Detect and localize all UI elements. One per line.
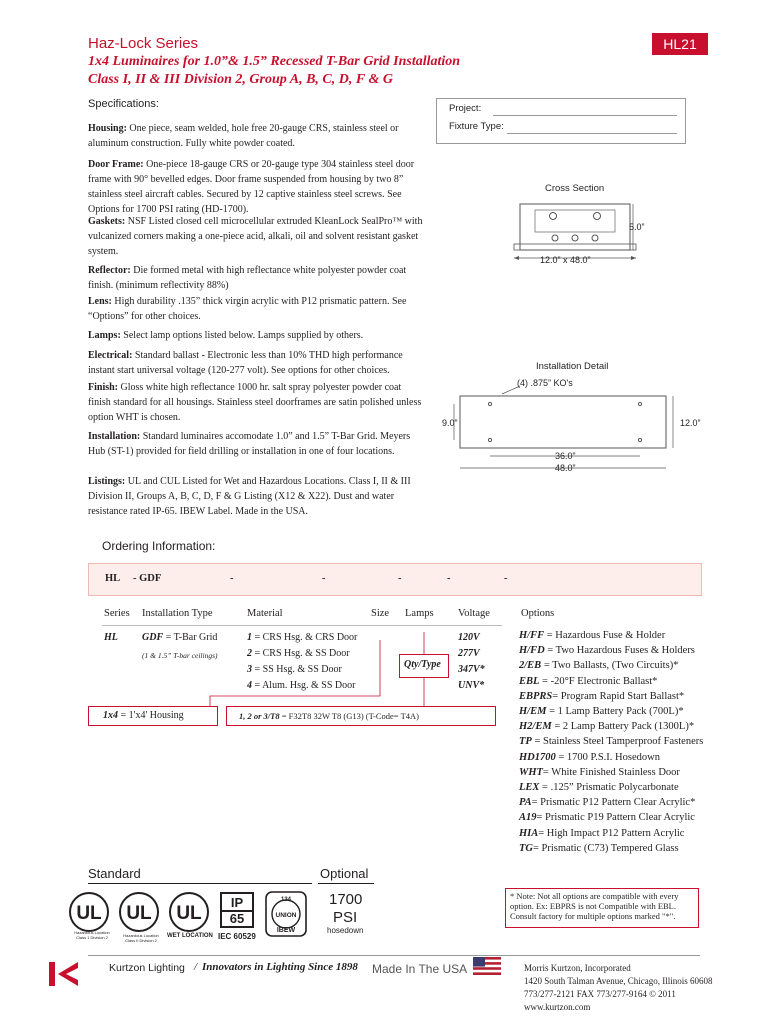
voltage-option: 277V (458, 648, 480, 659)
cross-section-title: Cross Section (545, 183, 605, 194)
option-item: PA= Prismatic P12 Pattern Clear Acrylic* (519, 797, 696, 809)
code-series: HL (105, 573, 121, 584)
option-item: EBL = -20°F Electronic Ballast* (519, 675, 658, 687)
qty-type-box: Qty/Type (399, 654, 449, 678)
ul-wet-location-logo (167, 891, 211, 933)
cross-section-size: 12.0” x 48.0” (540, 255, 591, 265)
address-phone: 773/277-2121 FAX 773/277-9164 © 2011 (524, 989, 676, 999)
address-company: Morris Kurtzon, Incorporated (524, 963, 631, 973)
option-item: LEX = .125” Prismatic Polycarbonate (519, 782, 679, 794)
spec-housing: Housing: One piece, seam welded, hole free 20-gauge CRS, stainless steel or aluminum construction. Fully white powder coated. (88, 123, 399, 149)
option-item: TP = Stainless Steel Tamperproof Fasteners (519, 736, 704, 748)
size-box: 1x4 = 1'x4' Housing (88, 706, 218, 726)
code-sep-options: - (504, 573, 508, 584)
cross-section-height: 5.0” (629, 222, 645, 232)
material-option: 2 = CRS Hsg. & SS Door (247, 648, 350, 659)
ul-class2-caption: Hazardous Location Class II Division 2 (123, 933, 159, 943)
footer-slash: / (194, 961, 198, 973)
made-in-usa: Made In The USA (372, 962, 468, 976)
fixture-type-line (507, 133, 677, 134)
code-sep-material: - (230, 573, 234, 584)
spec-electrical: Electrical: Standard ballast - Electronic less than 10% THD high performance instant start universal voltage (120-277 volt). See options for other choices. (88, 350, 403, 376)
cross-section-drawing (505, 196, 705, 268)
company-address (524, 962, 713, 1014)
company-name: Kurtzon Lighting (109, 962, 185, 974)
option-item: HD1700 = 1700 P.S.I. Hosedown (519, 751, 660, 763)
union-ibew: IBEW (276, 927, 296, 934)
spec-finish: Finish: Gloss white high reflectance 1000 hr. salt spray polyester powder coat finish standard for all housings. Stainless steel doorframes are satin polished unless option WHT is chosen. (88, 382, 422, 423)
col-install-type: Installation Type (142, 608, 213, 619)
options-list (519, 628, 759, 856)
installation-detail-title: Installation Detail (536, 361, 609, 372)
code-sep-lamps: - (398, 573, 402, 584)
material-option: 1 = CRS Hsg. & CRS Door (247, 632, 358, 643)
union-local-number: 134 (280, 897, 292, 903)
installation-outer-dim: 48.0” (555, 463, 576, 473)
series-title: Haz-Lock Series (88, 35, 199, 52)
specs-heading: Specifications: (88, 98, 159, 110)
option-item: A19= Prismatic P19 Pattern Clear Acrylic (519, 812, 695, 824)
ul-hazardous-class2-logo (118, 891, 160, 933)
spec-lamps: Lamps: Select lamp options listed below. Lamps supplied by others. (88, 330, 364, 341)
col-material: Material (247, 608, 283, 619)
spec-listings: Listings: UL and CUL Listed for Wet and Hazardous Locations. Class I, II & III Division II, Groups A, B, C, D, F & G Listing (X12 & X22). Dust and water resistance rated IP-65. IBEW Label. Made in the USA. (88, 476, 411, 517)
footer-rule (88, 955, 700, 956)
ordering-code-bar (88, 563, 702, 596)
project-box (436, 98, 686, 144)
ul-hazardous-class1-logo (68, 891, 110, 933)
option-item: HIA= High Impact P12 Pattern Acrylic (519, 827, 685, 839)
voltage-option: 347V* (458, 664, 485, 675)
ul-class1-caption: Hazardous Location Class 1 Division 2 (74, 930, 110, 940)
kurtzon-k-logo (48, 960, 80, 988)
option-item: H/EM = 1 Lamp Battery Pack (700L)* (519, 706, 684, 718)
product-classification: Class I, II & III Division 2, Group A, B, C, D, F & G (88, 72, 393, 87)
voltage-option: UNV* (458, 680, 485, 691)
option-item: H2/EM = 2 Lamp Battery Pack (1300L)* (519, 721, 695, 733)
col-options: Options (521, 608, 555, 619)
option-item: EBPRS= Program Rapid Start Ballast* (519, 690, 685, 702)
lamp-box: 1, 2 or 3/T8 = F32T8 32W T8 (G13) (T-Code= T4A) (226, 706, 496, 726)
psi-caption: hosedown (327, 926, 364, 935)
ordering-heading: Ordering Information: (102, 539, 216, 553)
code-sep-size: - (322, 573, 326, 584)
us-flag-icon (473, 957, 501, 975)
options-compatibility-note: * Note: Not all options are compatible with every option. Ex: EBPRS is not Compatible with EBL. Consult factory for multiple options marked "*". (505, 888, 699, 928)
ibew-union-label-logo (264, 890, 308, 938)
installation-left-dim: 9.0” (442, 418, 458, 428)
col-size: Size (371, 608, 390, 619)
install-note: (1 & 1.5” T-bar ceilings) (142, 651, 218, 660)
code-install: - GDF (133, 573, 162, 584)
fixture-type-label: Fixture Type: (449, 121, 504, 132)
material-option: 3 = SS Hsg. & SS Door (247, 664, 342, 675)
optional-rule (318, 883, 374, 884)
install-option: GDF = T-Bar Grid (142, 632, 218, 643)
series-value: HL (104, 632, 118, 643)
column-rule (102, 625, 502, 626)
option-item: H/FD = Two Hazardous Fuses & Holders (519, 645, 695, 657)
wet-location-caption: WET LOCATION (167, 933, 213, 939)
col-voltage: Voltage (458, 608, 490, 619)
address-street: 1420 South Talman Avenue, Chicago, Illinois 60608 (524, 976, 713, 986)
col-lamps: Lamps (405, 608, 434, 619)
svg-text:UL: UL (176, 903, 202, 924)
ip65-rating-logo: IP 65 (220, 892, 254, 928)
code-sep-voltage: - (447, 573, 451, 584)
spec-gaskets: Gaskets: NSF Listed closed cell microcellular extruded KleanLock SealPro™ with vulcanized corners making a one-piece acid, alkali, oil and solvent resistant gasket system. (88, 216, 423, 257)
installation-right-dim: 12.0” (680, 418, 701, 428)
optional-label: Optional (320, 866, 369, 881)
psi-value: 1700 (329, 891, 363, 908)
svg-text:UL: UL (126, 903, 152, 924)
option-item: WHT= White Finished Stainless Door (519, 766, 680, 778)
spec-reflector: Reflector: Die formed metal with high reflectance white polyester powder coat finish. (minimum reflectivity 88%) (88, 265, 407, 291)
iec-label: IEC 60529 (218, 932, 256, 941)
option-item: H/FF = Hazardous Fuse & Holder (519, 630, 666, 641)
standard-label: Standard (88, 866, 141, 881)
spec-installation: Installation: Standard luminaires accomodate 1.0” and 1.5” T-Bar Grid. Meyers Hub (ST-1) provided for field drilling or installation in one of four locations. (88, 431, 411, 457)
knockouts-label: (4) .875” KO's (517, 378, 573, 388)
company-slogan: Innovators in Lighting Since 1898 (202, 961, 358, 973)
psi-unit: PSI (333, 909, 358, 926)
col-series: Series (104, 608, 130, 619)
website: www.kurtzon.com (524, 1002, 591, 1012)
spec-lens: Lens: High durability .135” thick virgin acrylic with P12 prismatic pattern. See “Options” for other choices. (88, 296, 407, 322)
model-tag: HL21 (652, 33, 708, 55)
union-word: UNION (275, 912, 297, 919)
installation-inner-dim: 36.0” (555, 451, 576, 461)
material-option: 4 = Alum. Hsg. & SS Door (247, 680, 356, 691)
option-item: TG= Prismatic (C73) Tempered Glass (519, 842, 679, 854)
standard-rule (88, 883, 312, 884)
product-title: 1x4 Luminaires for 1.0”& 1.5” Recessed T-Bar Grid Installation (88, 54, 461, 69)
option-item: 2/EB = Two Ballasts, (Two Circuits)* (519, 660, 679, 672)
svg-text:UL: UL (76, 903, 102, 924)
voltage-option: 120V (458, 632, 480, 643)
spec-door-frame: Door Frame: One-piece 18-gauge CRS or 20-gauge type 304 stainless steel door frame with 90° bevelled edges. Door frame suspended from housing by two 8” stainless steel aircraft cables. Secured by 12 captive stainless steel screws. See Options for 1700 PSI rating (HD-1700). (88, 159, 415, 215)
project-line (493, 115, 677, 116)
project-label: Project: (449, 103, 482, 114)
